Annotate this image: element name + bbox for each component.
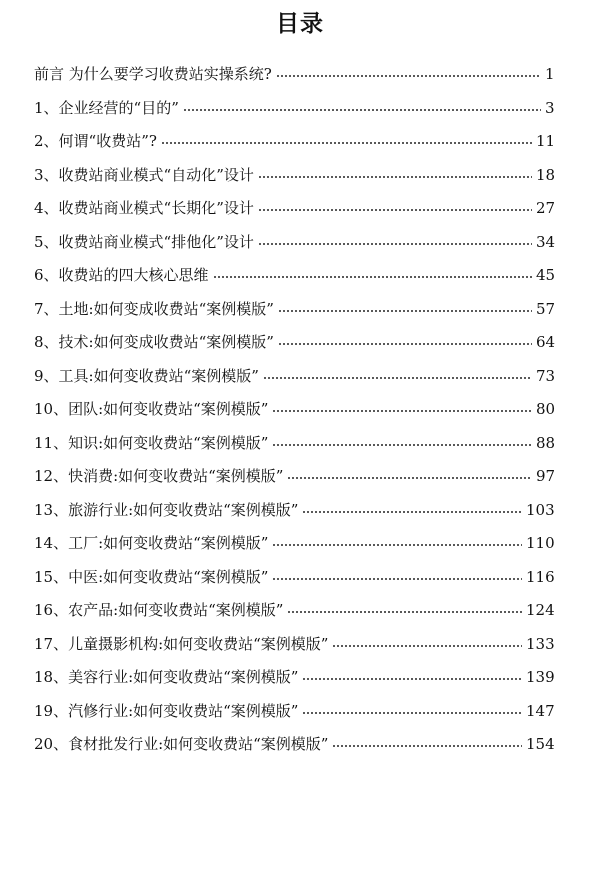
toc-entry[interactable] <box>0 561 600 595</box>
toc-entry-title: 5、收费站商业模式“排他化”设计 <box>34 232 254 251</box>
toc-entry[interactable] <box>0 628 600 662</box>
toc-entry[interactable] <box>0 594 600 628</box>
toc-entry-title: 16、农产品:如何变收费站“案例模版” <box>34 601 284 619</box>
toc-entry-page-number: 80 <box>536 400 556 418</box>
toc-entry[interactable] <box>0 58 600 92</box>
toc-entry-title: 2、何谓“收费站”? <box>34 132 157 150</box>
toc-entry-title: 13、旅游行业:如何变收费站“案例模版” <box>34 500 299 519</box>
toc-entry[interactable] <box>0 192 600 226</box>
toc-entry-page-number: 147 <box>526 701 555 720</box>
toc-entry-title: 9、工具:如何变收费站“案例模版” <box>34 366 259 385</box>
toc-leader-dots <box>302 511 522 513</box>
toc-entry-page-number: 139 <box>526 668 555 686</box>
toc-entry-title: 19、汽修行业:如何变收费站“案例模版” <box>34 701 299 720</box>
toc-entry[interactable] <box>0 326 600 360</box>
toc-entry[interactable] <box>0 661 600 695</box>
toc-leader-dots <box>278 343 532 345</box>
toc-leader-dots <box>278 310 532 312</box>
toc-leader-dots <box>272 410 532 412</box>
toc-entry-title: 10、团队:如何变收费站“案例模版” <box>34 400 269 418</box>
toc-entry[interactable] <box>0 527 600 561</box>
toc-entry-page-number: 110 <box>526 534 555 552</box>
toc-entry-page-number: 3 <box>545 98 555 117</box>
toc-entry-title: 前言 为什么要学习收费站实操系统? <box>34 65 272 83</box>
toc-entry[interactable] <box>0 695 600 729</box>
toc-leader-dots <box>213 276 532 278</box>
toc-leader-dots <box>272 578 522 580</box>
toc-entry-page-number: 103 <box>526 500 555 519</box>
toc-leader-dots <box>258 176 532 178</box>
toc-entry[interactable] <box>0 125 600 159</box>
toc-entry-page-number: 64 <box>536 333 556 351</box>
toc-leader-dots <box>332 645 522 647</box>
table-of-contents <box>0 58 600 762</box>
toc-entry[interactable] <box>0 92 600 126</box>
toc-entry-page-number: 11 <box>536 132 556 150</box>
toc-entry[interactable] <box>0 360 600 394</box>
toc-entry-title: 6、收费站的四大核心思维 <box>34 266 209 284</box>
toc-leader-dots <box>287 477 532 479</box>
toc-leader-dots <box>258 209 532 211</box>
toc-entry-page-number: 88 <box>536 433 556 452</box>
toc-entry-title: 17、儿童摄影机构:如何变收费站“案例模版” <box>34 634 329 653</box>
toc-entry-page-number: 154 <box>526 735 555 753</box>
toc-entry-page-number: 45 <box>536 266 556 284</box>
toc-entry-page-number: 27 <box>536 199 556 217</box>
toc-entry[interactable] <box>0 427 600 461</box>
toc-entry-page-number: 34 <box>536 232 556 251</box>
toc-leader-dots <box>263 377 532 379</box>
toc-entry[interactable] <box>0 259 600 293</box>
toc-entry[interactable] <box>0 494 600 528</box>
toc-entry-title: 3、收费站商业模式“自动化”设计 <box>34 165 254 184</box>
toc-entry-title: 18、美容行业:如何变收费站“案例模版” <box>34 668 299 686</box>
toc-entry-page-number: 1 <box>545 65 555 83</box>
toc-entry-title: 14、工厂:如何变收费站“案例模版” <box>34 534 269 552</box>
toc-entry[interactable] <box>0 293 600 327</box>
toc-leader-dots <box>161 142 532 144</box>
toc-entry-page-number: 73 <box>536 366 556 385</box>
toc-leader-dots <box>272 544 522 546</box>
toc-entry-page-number: 116 <box>526 567 555 586</box>
toc-entry-page-number: 124 <box>526 601 555 619</box>
toc-entry[interactable] <box>0 393 600 427</box>
toc-entry[interactable] <box>0 460 600 494</box>
toc-entry-title: 20、食材批发行业:如何变收费站“案例模版” <box>34 735 329 753</box>
toc-entry-title: 15、中医:如何变收费站“案例模版” <box>34 567 269 586</box>
toc-entry-title: 7、土地:如何变成收费站“案例模版” <box>34 299 274 318</box>
toc-leader-dots <box>287 611 522 613</box>
toc-entry-title: 12、快消费:如何变收费站“案例模版” <box>34 467 284 485</box>
toc-leader-dots <box>272 444 532 446</box>
toc-entry-page-number: 97 <box>536 467 556 485</box>
toc-leader-dots <box>183 109 541 111</box>
toc-entry[interactable] <box>0 159 600 193</box>
page-title: 目录 <box>276 11 324 37</box>
toc-entry[interactable] <box>0 728 600 762</box>
toc-entry-title: 11、知识:如何变收费站“案例模版” <box>34 433 269 452</box>
toc-entry[interactable] <box>0 226 600 260</box>
toc-entry-title: 8、技术:如何变成收费站“案例模版” <box>34 333 274 351</box>
toc-entry-title: 4、收费站商业模式“长期化”设计 <box>34 199 254 217</box>
toc-entry-title: 1、企业经营的“目的” <box>34 98 179 117</box>
toc-entry-page-number: 57 <box>536 299 556 318</box>
toc-leader-dots <box>258 243 532 245</box>
toc-leader-dots <box>302 712 522 714</box>
toc-leader-dots <box>302 678 522 680</box>
toc-leader-dots <box>276 75 541 77</box>
toc-entry-page-number: 18 <box>536 165 556 184</box>
toc-entry-page-number: 133 <box>526 634 555 653</box>
toc-leader-dots <box>332 745 522 747</box>
